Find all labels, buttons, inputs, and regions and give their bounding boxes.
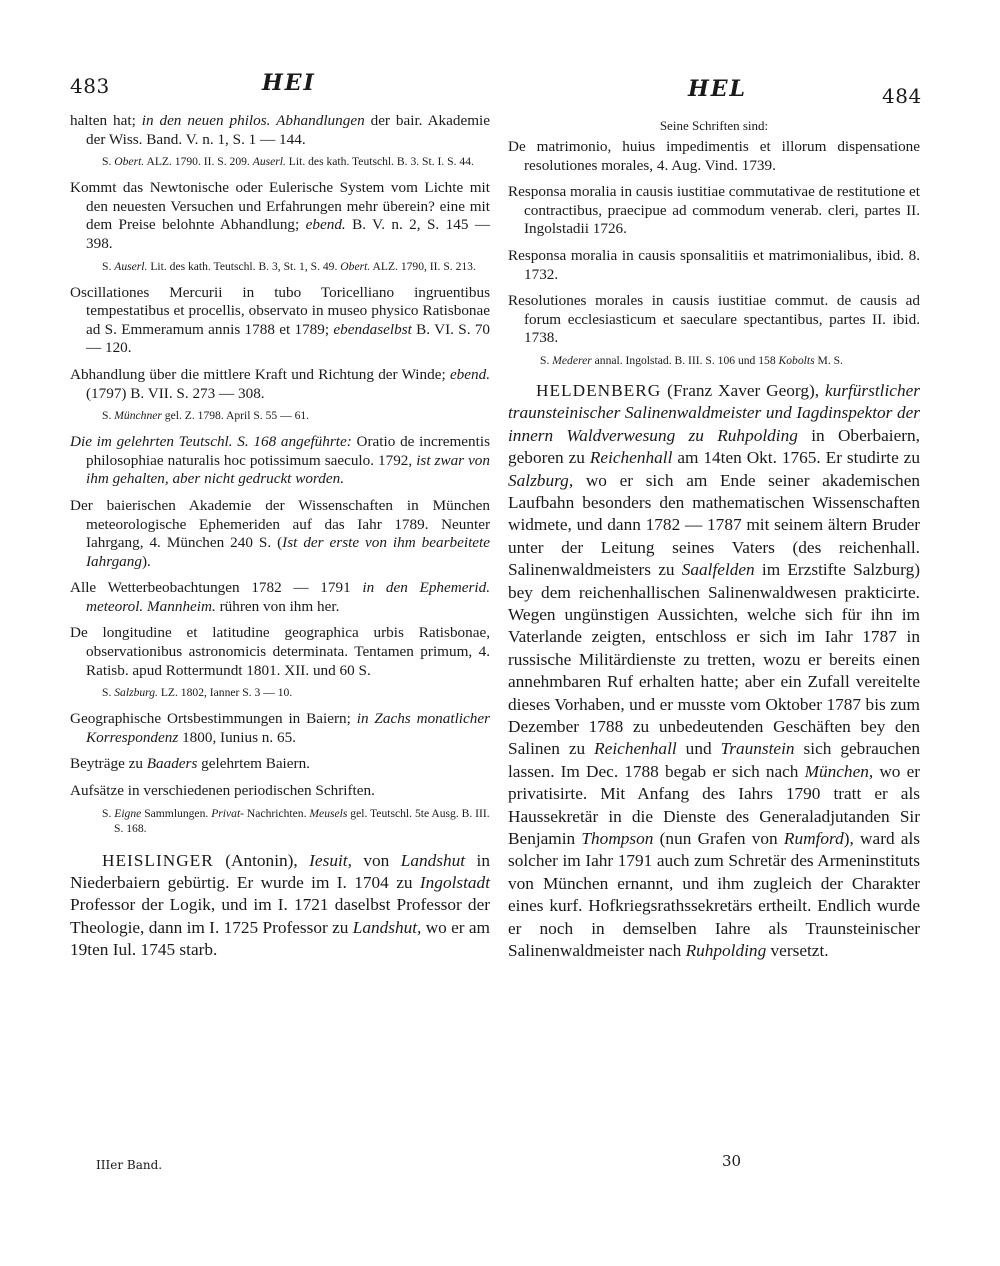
entry: halten hat; in den neuen philos. Abhandlungen der bair. Akademie der Wiss. Band. V. n. 1, S. 1 — 144.: [70, 112, 490, 148]
biography-heislinger: HEISLINGER (Antonin), Iesuit, von Landshut in Niederbaiern gebürtig. Er wurde im I. 1704 zu Ingolstadt Professor der Logik, und im I. 1721 daselbst Professor der Theologie, dann im I. 1725 Professor zu Landshut, wo er am 19ten Iul. 1745 starb.: [70, 850, 490, 960]
left-column: [70, 112, 490, 962]
biography-name: HELDENBERG: [536, 380, 662, 400]
entry: Responsa moralia in causis sponsalitiis et matrimonialibus, ibid. 8. 1732.: [508, 246, 920, 283]
reference-note: S. Eigne Sammlungen. Privat- Nachrichten. Meusels gel. Teutschl. 5te Ausg. B. III. S. 168.: [102, 806, 490, 835]
entry: Alle Wetterbeobachtungen 1782 — 1791 in den Ephemerid. meteorol. Mannheim. rühren von ihm her.: [70, 579, 490, 615]
entry: Die im gelehrten Teutschl. S. 168 angeführte: Oratio de incrementis philosophiae naturalis hoc potissimum saeculo. 1792, ist zwar von ihm gehalten, aber nicht gedruckt worden.: [70, 433, 490, 488]
entry: Beyträge zu Baaders gelehrtem Baiern.: [70, 755, 310, 773]
right-running-head: HEL: [688, 76, 748, 102]
reference-note: S. Obert. ALZ. 1790. II. S. 209. Auserl. Lit. des kath. Teutschl. B. 3. St. I. S. 44.: [102, 155, 474, 169]
writings-intro: Seine Schriften sind:: [659, 118, 769, 133]
entry: Resolutiones morales in causis iustitiae commut. de causis ad forum ecclesiasticum et saeculare spectantibus, partes II. ibid. 1738.: [508, 292, 920, 347]
entry: Responsa moralia in causis iustitiae commutativae de restitutione et contractibus, praecipue ad commodum venerab. cleri, partes II. Ingolstadii 1726.: [508, 183, 920, 238]
left-page-number: 483: [70, 74, 110, 98]
entry: Kommt das Newtonische oder Eulerische System vom Lichte mit den neuesten Versuchen und Erfahrungen mehr überein? eine mit dem Preise belohnte Abhandlung; ebend. B. V. n. 2, S. 145 — 398.: [70, 179, 491, 252]
entry: Geographische Ortsbestimmungen in Baiern; in Zachs monatlicher Korrespondenz 1800, Iunius n. 65.: [70, 710, 490, 746]
entry: De matrimonio, huius impedimentis et illorum dispensatione resolutiones morales, 4. Aug. Vind. 1739.: [508, 138, 920, 174]
entry: Aufsätze in verschiedenen periodischen Schriften.: [70, 782, 375, 800]
reference-note: S. Auserl. Lit. des kath. Teutschl. B. 3, St. 1, S. 49. Obert. ALZ. 1790, II. S. 213.: [102, 259, 476, 273]
entry: Der baierischen Akademie der Wissenschaften in München meteorologische Ephemeriden auf das Iahr 1789. Neunter Iahrgang, 4. München 240 S. (Ist der erste von ihm bearbeitete Iahrgang).: [70, 496, 490, 570]
reference-note: S. Salzburg. LZ. 1802, Ianner S. 3 — 10.: [102, 686, 293, 700]
left-running-head: HEI: [262, 70, 316, 96]
entry: Abhandlung über die mittlere Kraft und Richtung der Winde; ebend. (1797) B. VII. S. 273 — 308.: [70, 365, 490, 402]
right-page-number: 484: [882, 84, 922, 108]
biography-heldenberg: HELDENBERG (Franz Xaver Georg), kurfürstlicher traunsteinischer Salinenwaldmeister und Iagdinspektor der innern Waldverwesung zu Ruhpolding in Oberbaiern, geboren zu Reichenhall am 14ten Okt. 1765. Er studirte zu Salzburg, wo er sich am Ende seiner akademischen Laufbahn besonders den mathematischen Wissenschaften widmete, und dann 1782 — 1787 mit seinem ältern Bruder unter der Leitung seines Vaters (des reichenhall. Salinenwaldmeisters zu Saalfelden im Erzstifte Salzburg) bey dem reichenhallischen Salinenwaldwesen prakticirte. Wegen ungünstigen Aussichten, welche sich für ihn im Vaterlande zeigten, entschloss er sich im Iahr 1787 in russische Militärdienste zu tretten, wozu er bereits einen annehmbaren Ruf erhalten hatte; aber ein Zufall vereitelte dieses Vorhaben, und er musste vom Oktober 1787 bis zum Dezember 1788 zu unbedeutenden Geschäften bey den Salinen zu Reichenhall und Traunstein sich gebrauchen lassen. Im Dec. 1788 begab er sich nach München, wo er privatisirte. Mit Anfang des Iahrs 1790 tratt er als Haussekretär in die Dienste des Generaladjutanden Sir Benjamin Thompson (nun Grafen von Rumford), ward als solcher im Iahr 1791 auch zum Schretär des Armeninstituts von München ernannt, und ihm zugleich der Charakter eines kurf. Hofkriegsrathssekretärs ertheilt. Endlich wurde er noch in demselben Iahre als Traunsteinischer Salinenwaldmeister nach Ruhpolding versetzt.: [508, 380, 921, 961]
right-column: [508, 118, 920, 963]
volume-signature: IIIer Band.: [96, 1158, 163, 1172]
entry: De longitudine et latitudine geographica urbis Ratisbonae, observationibus astronomicis determinata. Tentamen primum, 4. Ratisb. apud Rottermundt 1801. XII. und 60 S.: [70, 624, 490, 679]
biography-name: HEISLINGER: [102, 850, 214, 870]
reference-note: S. Münchner gel. Z. 1798. April S. 55 — 61.: [102, 409, 310, 423]
entry: Oscillationes Mercurii in tubo Toricelliano ingruentibus tempestatibus et procellis, observato in museo physico Ratisbonae ad S. Emmeramum annis 1788 et 1789; ebendaselbst B. VI. S. 70 — 120.: [70, 283, 491, 357]
reference-note: S. Mederer annal. Ingolstad. B. III. S. 106 und 158 Kobolts M. S.: [540, 353, 843, 367]
sheet-mark: 30: [722, 1152, 742, 1170]
